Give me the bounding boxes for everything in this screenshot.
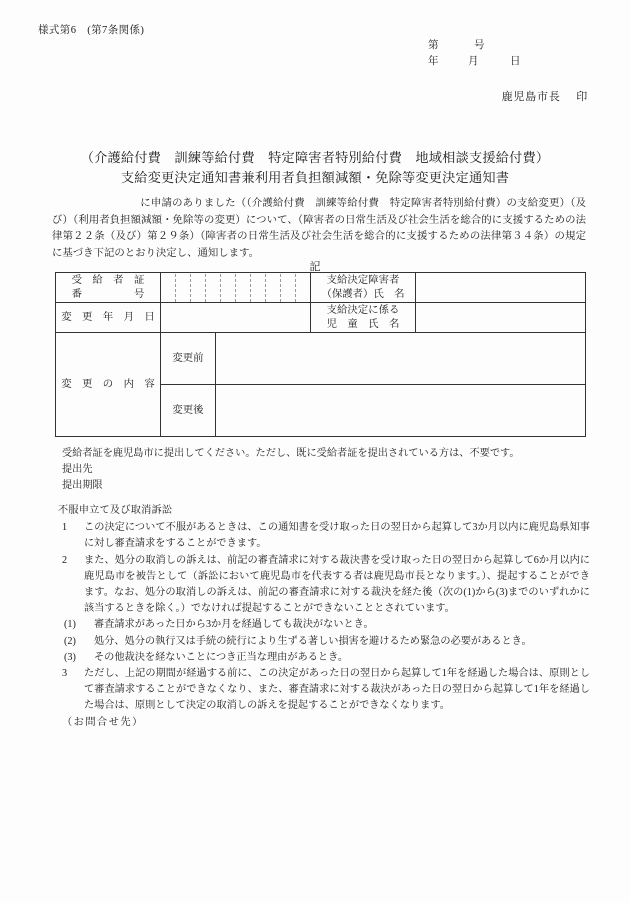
document-number-line bbox=[428, 38, 588, 54]
appeal-subitem-1 bbox=[62, 617, 590, 633]
date-day-label: 日 bbox=[510, 56, 521, 67]
document-meta bbox=[428, 38, 588, 70]
decision-table bbox=[55, 272, 586, 437]
paragraph-text: に申請のありました（（介護給付費 訓練等給付費 特定障害者特別給付費）の支給変更）（及び）（利用者負担額減額・免除等の変更）について、（障害者の日常生活及び社会生活を総合的に支援するための法律第２２条（及び）第２９条）（障害者の日常生活及び社会生活を総合的に支援するための法律第３４条）の規定に基づき下記のとおり決定し、通知します。 bbox=[52, 198, 586, 259]
appeal-item-3-number: 3 bbox=[62, 668, 68, 680]
date-month-label: 月 bbox=[468, 56, 479, 67]
number-cell[interactable] bbox=[251, 274, 266, 302]
after-value[interactable] bbox=[216, 385, 586, 437]
recipient-label-line1: 支給決定障害者 bbox=[326, 274, 400, 286]
appeal-item-1 bbox=[58, 520, 590, 552]
change-content-label-cell: 変 更 の 内 容 bbox=[56, 333, 161, 437]
appeal-item-3 bbox=[58, 666, 590, 715]
child-label-line1: 支給決定に係る bbox=[326, 304, 400, 316]
cert-number-label-line2: 番 号 bbox=[71, 288, 145, 300]
number-cell[interactable] bbox=[296, 274, 310, 302]
number-cell[interactable] bbox=[236, 274, 251, 302]
number-cell[interactable] bbox=[176, 274, 191, 302]
table-row bbox=[56, 303, 586, 333]
appeal-item-2 bbox=[58, 553, 590, 618]
change-date-label-cell: 変 更 年 月 日 bbox=[56, 303, 161, 333]
seal-mark: 印 bbox=[576, 91, 588, 103]
child-label-line2: 児 童 氏 名 bbox=[326, 318, 400, 330]
number-cells[interactable] bbox=[161, 274, 310, 302]
issuer-name: 鹿児島市長 bbox=[501, 91, 561, 103]
child-name-label-cell bbox=[311, 303, 416, 333]
submit-main-note: 受給者証を鹿児島市に提出してください。ただし、既に受給者証を提出されている方は、不要です。 bbox=[62, 448, 520, 459]
after-label-cell: 変更後 bbox=[161, 385, 216, 437]
number-cell[interactable] bbox=[266, 274, 281, 302]
number-cell[interactable] bbox=[161, 274, 176, 302]
contact-label: （お問合せ先） bbox=[62, 717, 144, 728]
title-line-2: 支給変更決定通知書兼利用者負担額減額・免除等変更決定通知書 bbox=[120, 170, 510, 185]
appeal-subitem-3-number: (3) bbox=[64, 651, 76, 663]
document-number-suffix: 号 bbox=[474, 40, 485, 51]
recipient-label-line2: （保護者）氏 名 bbox=[321, 288, 405, 300]
appeal-subitem-1-number: (1) bbox=[64, 619, 76, 631]
number-cell[interactable] bbox=[206, 274, 221, 302]
appeal-subitem-2-number: (2) bbox=[64, 635, 76, 647]
body-paragraph bbox=[52, 196, 586, 262]
number-cell[interactable] bbox=[281, 274, 296, 302]
title-line-1: （介護給付費 訓練等給付費 特定障害者特別給付費 地域相談支援給付費） bbox=[80, 150, 550, 165]
submit-deadline-label: 提出期限 bbox=[62, 480, 103, 491]
number-cell[interactable] bbox=[191, 274, 206, 302]
document-date-line bbox=[428, 54, 588, 70]
cert-number-label-line1: 受 給 者 証 bbox=[71, 274, 145, 286]
submit-destination-label: 提出先 bbox=[62, 464, 93, 475]
cert-number-label-cell bbox=[56, 273, 161, 303]
cert-number-input-grid[interactable] bbox=[161, 273, 311, 303]
appeal-item-1-number: 1 bbox=[62, 522, 68, 534]
appeal-section bbox=[58, 503, 590, 715]
appeal-subitem-3 bbox=[62, 650, 590, 666]
table-row bbox=[56, 273, 586, 303]
issuer-block bbox=[502, 88, 588, 104]
appeal-item-3-text: ただし、上記の期間が経過する前に、この決定があった日の翌日から起算して1年を経過した場合は、原則として審査請求することができなくなり、また、審査請求に対する裁決があった日の翌日から起算して1年を経過した場合は、原則として決定の取消しの訴えを提起することができなくなります。 bbox=[84, 668, 590, 712]
document-title bbox=[0, 148, 630, 188]
document-number-label: 第 bbox=[428, 40, 439, 51]
child-name-value[interactable] bbox=[416, 303, 586, 333]
appeal-item-2-text: また、処分の取消しの訴えは、前記の審査請求に対する裁決書を受け取った日の翌日から起算して6か月以内に鹿児島市を被告として（訴訟において鹿児島市を代表する者は鹿児島市長となります。）、提起することができます。なお、処分の取消しの訴えは、前記の審査請求に対する裁決を経た後（次の(1)から(3)までのいずれかに該当するときを除く。）でなければ提起することができないこととされています。 bbox=[84, 554, 590, 615]
ki-marker: 記 bbox=[309, 261, 321, 273]
appeal-subitem-3-text: その他裁決を経ないことにつき正当な理由があるとき。 bbox=[94, 651, 349, 663]
appeal-item-1-text: この決定について不服があるときは、この通知書を受け取った日の翌日から起算して3か月以内に鹿児島県知事に対し審査請求をすることができます。 bbox=[84, 522, 590, 550]
table-row bbox=[56, 333, 586, 385]
appeal-subitem-1-text: 審査請求があった日から3か月を経過しても裁決がないとき。 bbox=[94, 619, 374, 631]
appeal-item-2-number: 2 bbox=[62, 554, 68, 566]
form-code: 様式第6 (第7条関係) bbox=[38, 25, 145, 36]
number-cell[interactable] bbox=[221, 274, 236, 302]
submission-notes bbox=[62, 446, 592, 494]
recipient-name-label-cell bbox=[311, 273, 416, 303]
appeal-heading: 不服申立て及び取消訴訟 bbox=[58, 505, 173, 516]
recipient-name-value[interactable] bbox=[416, 273, 586, 303]
before-label-cell: 変更前 bbox=[161, 333, 216, 385]
before-value[interactable] bbox=[216, 333, 586, 385]
change-date-value[interactable] bbox=[161, 303, 311, 333]
appeal-subitem-2 bbox=[62, 634, 590, 650]
appeal-subitem-2-text: 処分、処分の執行又は手続の続行により生ずる著しい損害を避けるため緊急の必要があるとき。 bbox=[94, 635, 532, 647]
date-year-label: 年 bbox=[428, 56, 439, 67]
